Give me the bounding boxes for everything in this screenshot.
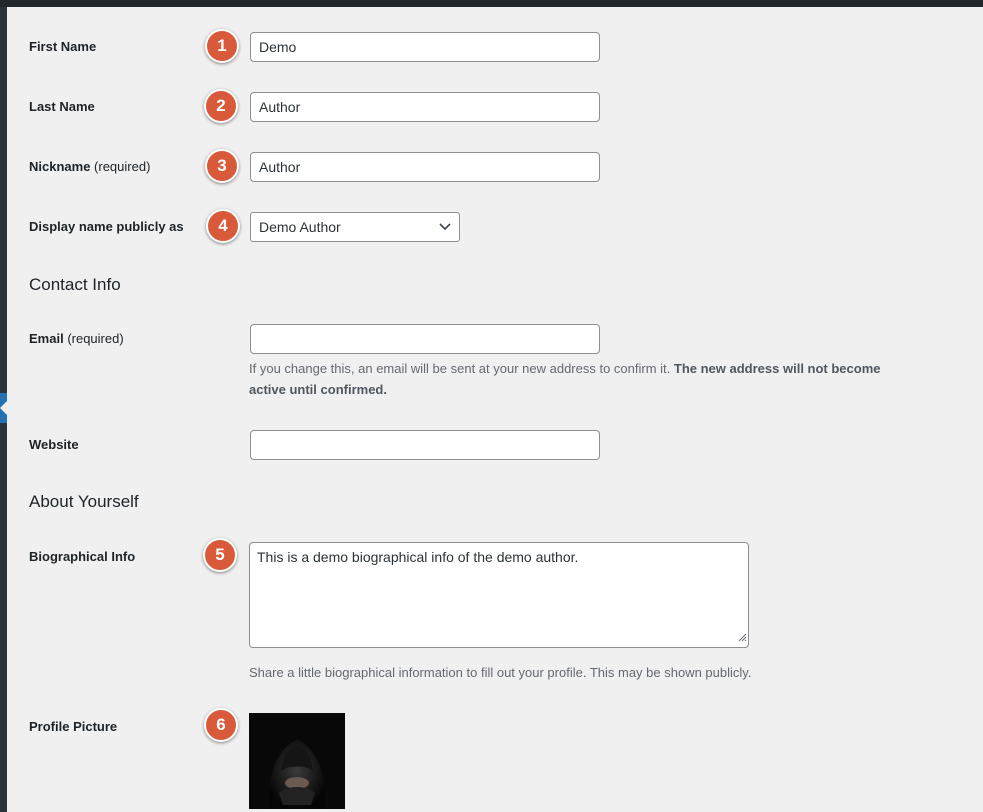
email-label-text: Email xyxy=(29,331,64,346)
email-description-bold-1: The new address will not become xyxy=(673,361,881,376)
email-label xyxy=(29,331,124,346)
website-input[interactable] xyxy=(250,430,600,460)
step-badge-2: 2 xyxy=(204,89,238,123)
first-name-label: First Name xyxy=(29,39,97,54)
email-description xyxy=(249,358,939,400)
step-badge-1: 1 xyxy=(205,29,239,63)
about-yourself-heading: About Yourself xyxy=(29,492,139,511)
bio-textarea[interactable] xyxy=(249,542,749,648)
resize-grip-icon[interactable] xyxy=(738,628,747,646)
email-description-text: If you change this, an email will be sent at your new address to confirm it. xyxy=(249,361,671,376)
display-name-selected: Demo Author xyxy=(259,219,341,235)
step-badge-4: 4 xyxy=(206,209,240,243)
step-badge-5: 5 xyxy=(203,538,237,572)
website-label: Website xyxy=(29,437,79,452)
admin-sidebar-edge xyxy=(0,7,7,812)
last-name-label: Last Name xyxy=(29,99,95,114)
display-name-label: Display name publicly as xyxy=(29,219,184,234)
avatar xyxy=(249,713,345,809)
admin-top-bar xyxy=(0,0,983,7)
first-name-input[interactable]: Demo xyxy=(250,32,600,62)
email-input[interactable] xyxy=(250,324,600,354)
display-name-select[interactable] xyxy=(250,212,460,242)
nickname-label-text: Nickname xyxy=(29,159,91,174)
required-note: (required) xyxy=(67,331,124,346)
required-note: (required) xyxy=(94,159,151,174)
last-name-input[interactable]: Author xyxy=(250,92,600,122)
bio-description: Share a little biographical information to fill out your profile. This may be shown publicly. xyxy=(249,665,752,680)
step-badge-6: 6 xyxy=(204,708,238,742)
step-badge-3: 3 xyxy=(205,149,239,183)
nickname-input[interactable]: Author xyxy=(250,152,600,182)
bio-text: This is a demo biographical info of the demo author. xyxy=(257,549,579,565)
nickname-label xyxy=(29,159,150,174)
contact-info-heading: Contact Info xyxy=(29,275,121,294)
collapse-arrow-icon[interactable] xyxy=(0,393,7,423)
chevron-down-icon xyxy=(439,213,451,231)
bio-label: Biographical Info xyxy=(29,549,136,564)
email-description-bold-2: active until confirmed. xyxy=(249,382,387,397)
profile-picture-label: Profile Picture xyxy=(29,719,118,734)
